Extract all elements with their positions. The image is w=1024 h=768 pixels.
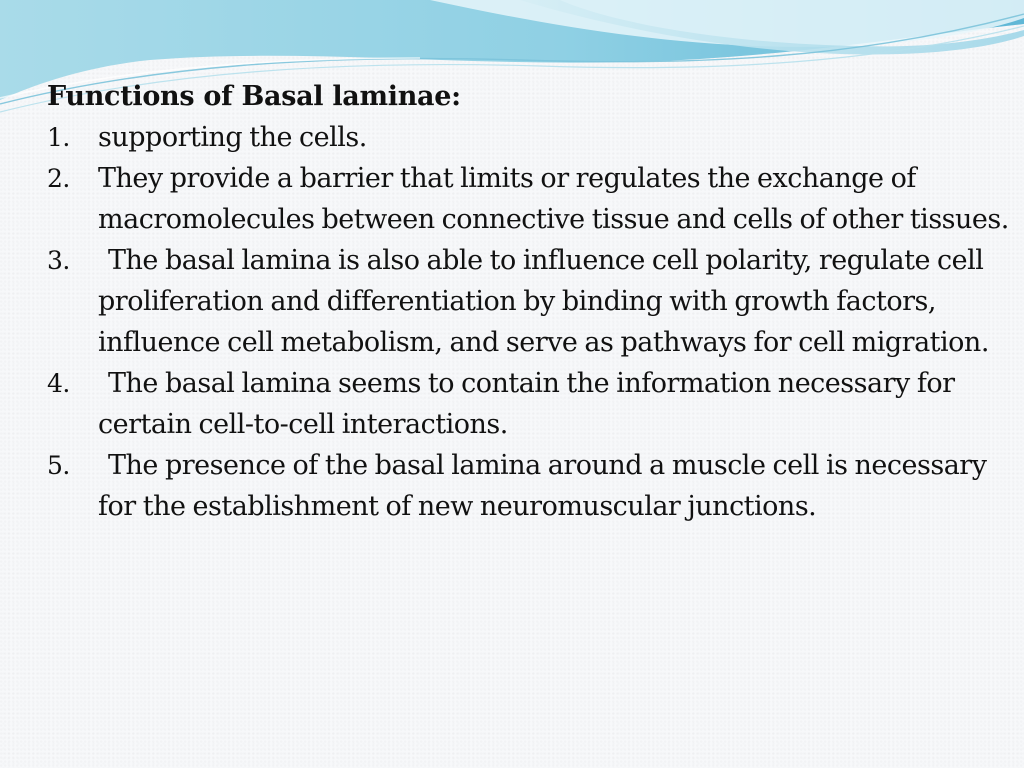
list-item-text: The basal lamina seems to contain the information necessary for certain cell-to-cell interactions. — [98, 368, 955, 440]
functions-list — [47, 117, 1012, 527]
list-item-number: 5. — [47, 451, 70, 480]
list-item-text: supporting the cells. — [98, 122, 367, 153]
list-item — [47, 117, 1012, 158]
list-item-number: 3. — [47, 246, 70, 275]
list-item-number: 4. — [47, 369, 70, 398]
list-item — [47, 158, 1012, 240]
list-item-text: The presence of the basal lamina around a muscle cell is necessary for the establishment of new neuromuscular junctions. — [98, 450, 987, 522]
list-item — [47, 363, 1012, 445]
list-item — [47, 240, 1012, 363]
list-item-number: 1. — [47, 123, 70, 152]
list-item — [47, 445, 1012, 527]
slide-title: Functions of Basal laminae: — [47, 81, 461, 112]
list-item-text: They provide a barrier that limits or regulates the exchange of macromolecules between connective tissue and cells of other tissues. — [98, 163, 1009, 235]
list-item-text: The basal lamina is also able to influence cell polarity, regulate cell proliferation and differentiation by binding with growth factors, influence cell metabolism, and serve as pathways for cell migration. — [98, 245, 989, 358]
list-item-number: 2. — [47, 164, 70, 193]
slide-content — [47, 76, 1012, 527]
